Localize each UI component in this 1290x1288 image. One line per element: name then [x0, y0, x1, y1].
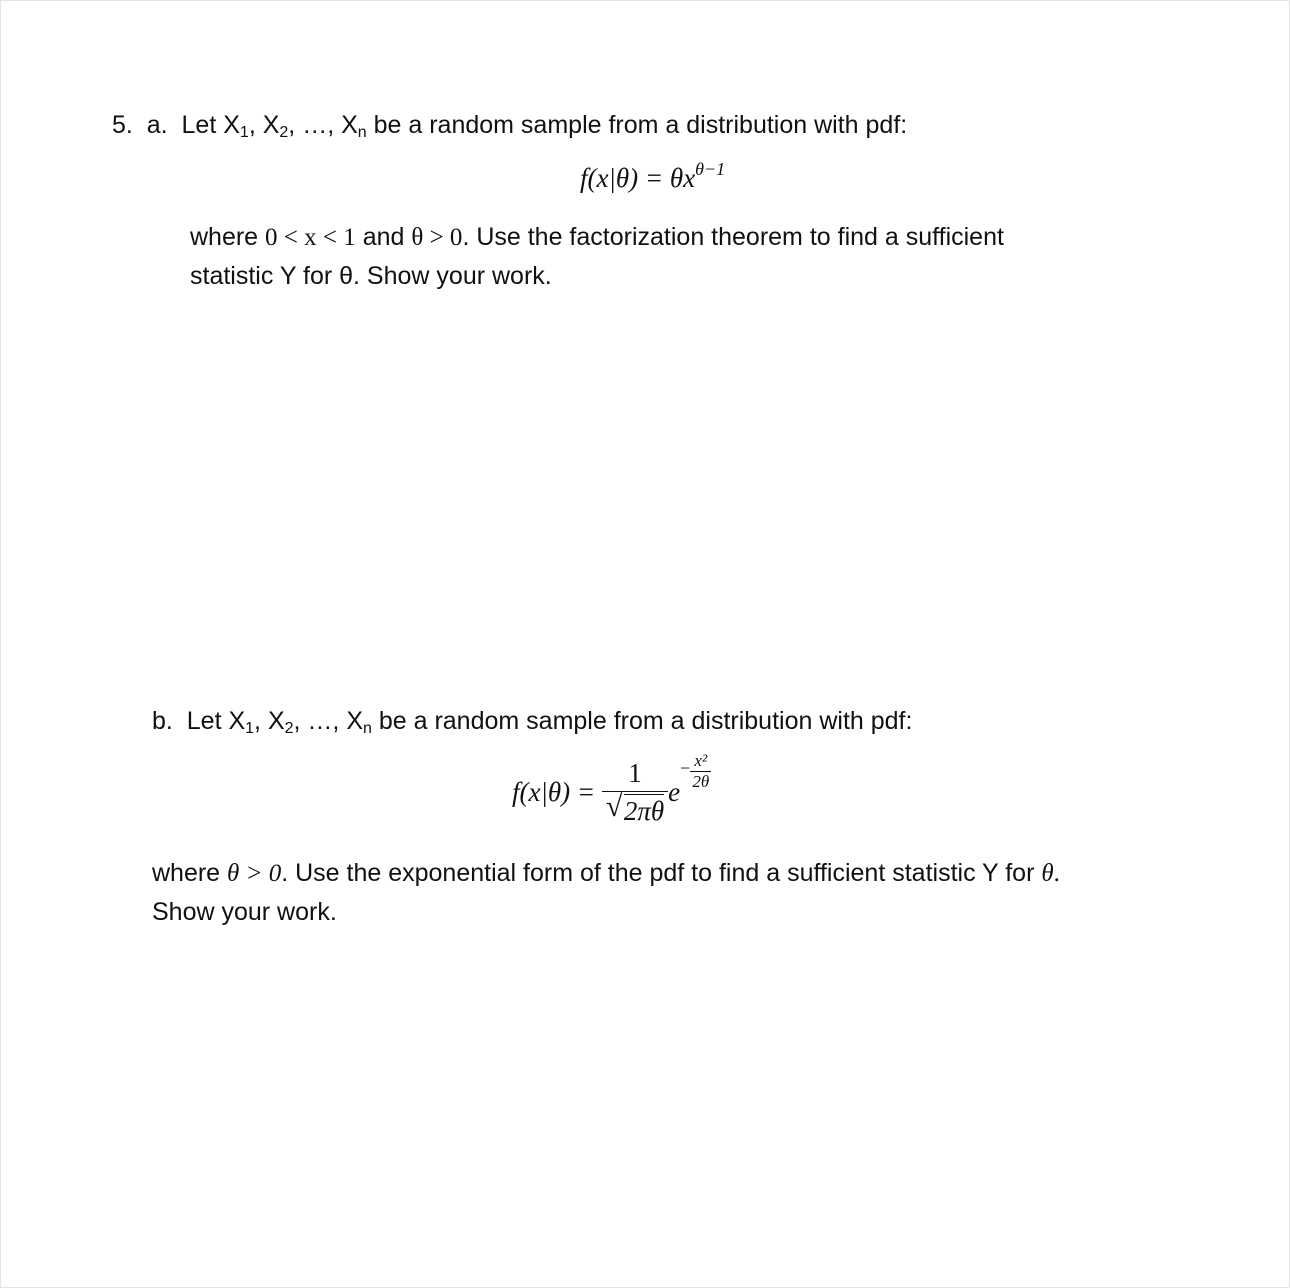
- inequality-theta: θ > 0: [411, 224, 463, 251]
- part-b-intro-line: b. Let $X_1$, $X_2$, …, $X_n$ be a random sample from a distribution with pdf:: [152, 707, 913, 737]
- part-b-instruction-line: Show your work.: [152, 898, 337, 926]
- exp-base: e: [668, 777, 681, 807]
- part-b-label: b.: [152, 707, 173, 735]
- part-b-condition-line: where θ > 0. Use the exponential form of the pdf to find a sufficient statistic Y for θ.: [152, 859, 1060, 887]
- inequality-theta: θ > 0: [227, 860, 282, 887]
- part-a-label: a.: [146, 111, 168, 139]
- problem-number: 5.: [112, 111, 133, 139]
- part-a-condition-line: where 0 < x < 1 and θ > 0. Use the factorization theorem to find a sufficient: [190, 223, 1004, 251]
- sqrt-symbol: √ 2πθ: [605, 790, 665, 826]
- part-a-equation: $f(x|\theta) = \theta x^{\theta-1}$: [580, 159, 726, 193]
- part-b-equation: f(x|θ) = 1 √ 2πθ e− $\frac{\text{x²}}{2\theta}$: [512, 751, 710, 826]
- part-a-intro-line: 5. a. Let $X_1$, $X_2$, …, $X_n$ be a random sample from a distribution with pdf:: [112, 111, 908, 141]
- part-a-instruction-line: statistic Y for θ. Show your work.: [190, 262, 552, 290]
- exponent-fraction: $\frac{\text{x²}}{2\theta}$: [692, 751, 710, 791]
- normal-fraction: 1 √ 2πθ: [602, 758, 668, 827]
- inequality-x: 0 < x < 1: [265, 224, 356, 251]
